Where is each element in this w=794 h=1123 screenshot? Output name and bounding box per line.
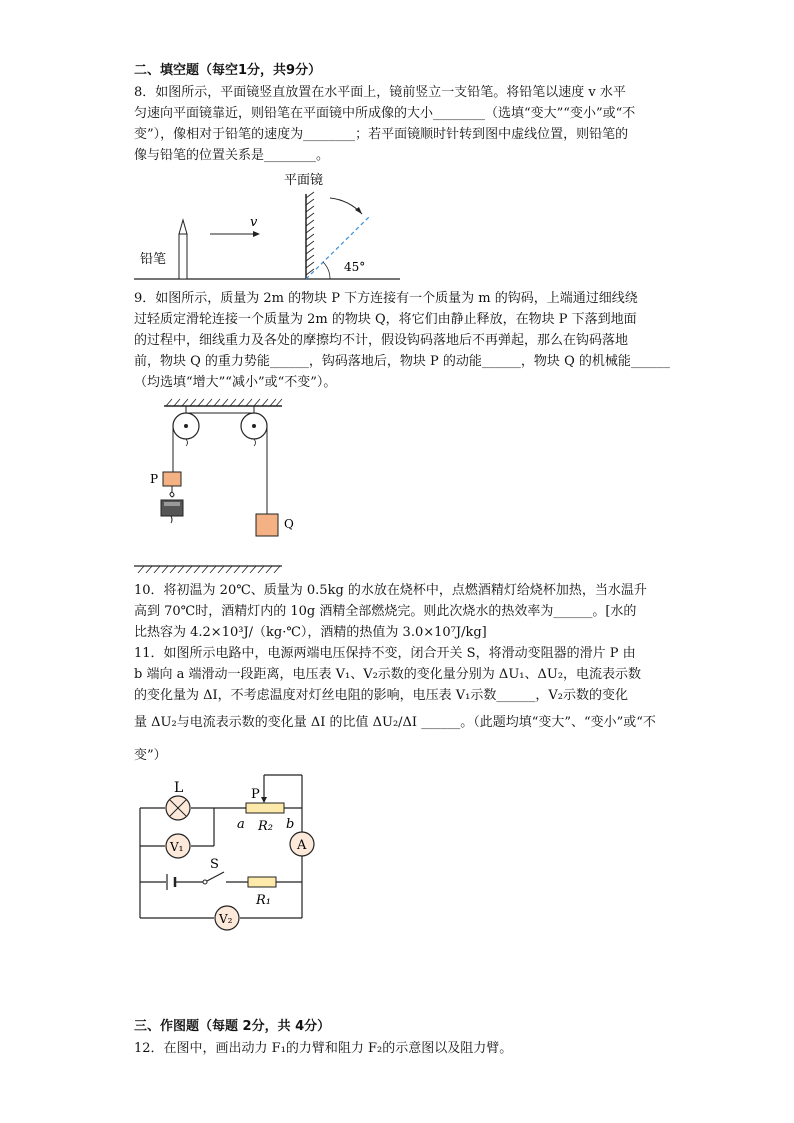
q8-line-2: 匀速向平面镜靠近，则铅笔在平面镜中所成像的大小________（选填“变大”“变小”或“不 — [134, 106, 636, 121]
q9-line-3: 的过程中，细线重力及各处的摩擦均不计，假设钩码落地后不再弹起，那么在钩码落地 — [134, 333, 629, 348]
angle-label: 45° — [344, 260, 366, 274]
q9-line-4: 前，物块 Q 的重力势能______，钩码落地后，物块 P 的动能______，物块 Q 的机械能______ — [134, 354, 670, 369]
R2-label: R₂ — [258, 819, 273, 834]
lamp-label: L — [174, 780, 184, 796]
end-b-label: b — [286, 817, 295, 832]
slider-P-arrow — [261, 797, 267, 803]
block-Q — [256, 514, 278, 536]
section-heading-drawing: 三、作图题（每题 2分，共 4分） — [134, 1019, 331, 1034]
q12-line-1: 12．在图中，画出动力 F₁的力臂和阻力 F₂的示意图以及阻力臂。 — [134, 1041, 513, 1056]
pulley-1-axle — [184, 424, 188, 428]
q11-line-4: 量 ΔU₂与电流表示数的变化量 ΔI 的比值 ΔU₂/ΔI ______。（此题均填“变大”、“变小”或“不 — [134, 715, 656, 730]
q11-line-2: b 端向 a 端滑动一段距离，电压表 V₁、V₂示数的变化量分别为 ΔU₁、ΔU₂，电流表示数 — [134, 667, 642, 682]
block-P-label: P — [150, 472, 159, 486]
pencil-body — [179, 234, 187, 279]
rotation-arrow — [330, 198, 362, 214]
q8-line-4: 像与铅笔的位置关系是________。 — [134, 148, 330, 163]
figure-circuit — [134, 772, 324, 932]
hook — [170, 486, 174, 497]
q11-line-3: 的变化量为 ΔI，不考虑温度对灯丝电阻的影响，电压表 V₁示数______，V₂示数的变化 — [134, 688, 628, 703]
mirror-label: 平面镜 — [284, 173, 324, 188]
q10-line-1: 10．将初温为 20℃、质量为 0.5kg 的水放在烧杯中，点燃酒精灯给烧杯加热，当水温升 — [134, 583, 647, 598]
q9-line-1: 9．如图所示，质量为 2m 的物块 P 下方连接有一个质量为 m 的钩码，上端通过细线绕 — [134, 291, 638, 306]
q11-line-5: 变”） — [134, 748, 167, 763]
slider-P-label: P — [251, 787, 260, 802]
block-P — [163, 472, 181, 486]
mirror-hatching — [306, 192, 314, 275]
ground-hatching — [138, 566, 280, 573]
end-a-label: a — [237, 817, 245, 832]
q11-line-1: 11．如图所示电路中，电源两端电压保持不变，闭合开关 S，将滑动变阻器的滑片 P 由 — [134, 646, 636, 661]
q9-line-5: （均选填“增大”“减小”或“不变”）。 — [134, 375, 337, 390]
R1-label: R₁ — [256, 893, 271, 908]
q8-line-3: 变”），像相对于铅笔的速度为________；若平面镜顺时针转到图中虚线位置，则铅笔的 — [134, 127, 629, 142]
section-heading-fill-blank: 二、填空题（每空1分，共9分） — [134, 63, 322, 78]
resistor-R1 — [248, 877, 276, 887]
switch-S — [207, 872, 224, 881]
q8-line-1: 8．如图所示，平面镜竖直放置在水平面上，镜前竖立一支铅笔。将铅笔以速度 v 水平 — [134, 85, 626, 100]
velocity-arrowhead — [253, 231, 260, 237]
ammeter-label: A — [297, 838, 307, 853]
q10-line-2: 高到 70℃时，酒精灯内的 10g 酒精全部燃烧完。则此次烧水的热效率为______。[水的 — [134, 604, 637, 619]
block-Q-label: Q — [284, 517, 294, 531]
switch-label: S — [210, 857, 219, 872]
voltmeter-V2-label: V₂ — [219, 912, 233, 926]
voltmeter-V1-label: V₁ — [170, 840, 184, 854]
q9-line-2: 过轻质定滑轮连接一个质量为 2m 的物块 Q，将它们由静止释放，在物块 P 下落到地面 — [134, 312, 637, 327]
switch-pivot — [203, 880, 207, 884]
resistor-R2 — [246, 803, 284, 813]
pencil-tip — [179, 220, 187, 234]
figure-mirror-pencil — [134, 168, 404, 283]
ceiling-hatching — [166, 399, 282, 406]
q10-line-3: 比热容为 4.2×10³J/（kg·℃），酒精的热值为 3.0×10⁷J/kg] — [134, 625, 487, 640]
circuit-wires — [140, 775, 302, 918]
pulley-2-axle — [252, 424, 256, 428]
figure-pulley-system — [134, 396, 294, 574]
pencil-label: 铅笔 — [140, 252, 167, 267]
angle-arc — [323, 262, 330, 279]
velocity-label: v — [250, 215, 258, 230]
